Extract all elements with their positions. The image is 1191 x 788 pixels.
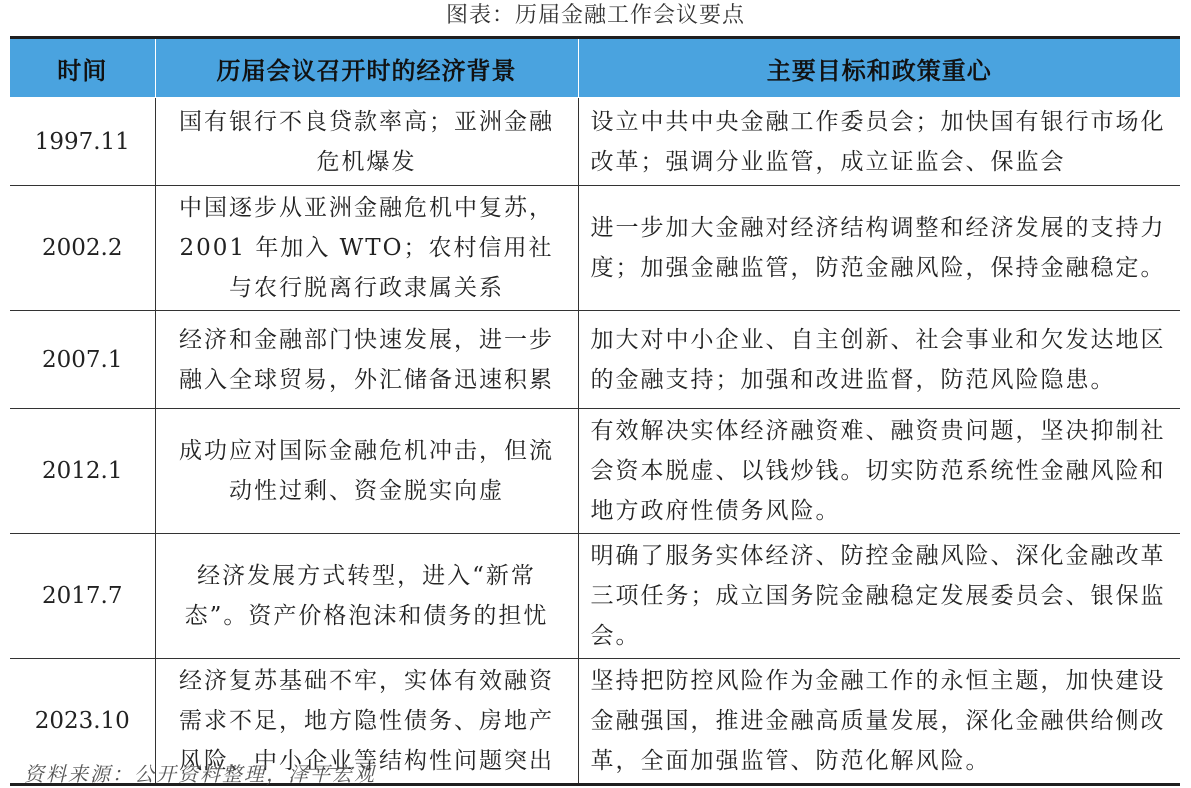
header-background: 历届会议召开时的经济背景 [155,38,578,98]
cell-goals: 坚持把防控风险作为金融工作的永恒主题，加快建设金融强国，推进金融高质量发展，深化金融供给侧改革，全面加强监管、防范化解风险。 [578,659,1180,785]
cell-goals: 加大对中小企业、自主创新、社会事业和欠发达地区的金融支持；加强和改进监督，防范风险隐患。 [578,311,1180,409]
cell-time: 2017.7 [10,534,155,659]
table-row [10,98,1180,186]
cell-time: 2002.2 [10,186,155,311]
cell-goals: 进一步加大金融对经济结构调整和经济发展的支持力度；加强金融监管，防范金融风险，保持金融稳定。 [578,186,1180,311]
table-row [10,186,1180,311]
table-row [10,311,1180,409]
cell-time: 2023.10 [10,659,155,785]
cell-background: 国有银行不良贷款率高；亚洲金融危机爆发 [155,98,578,186]
cell-goals: 明确了服务实体经济、防控金融风险、深化金融改革三项任务；成立国务院金融稳定发展委员会、银保监会。 [578,534,1180,659]
cell-time: 2012.1 [10,409,155,534]
cell-time: 1997.11 [10,98,155,186]
cell-background: 中国逐步从亚洲金融危机中复苏，2001 年加入 WTO；农村信用社与农行脱离行政隶属关系 [155,186,578,311]
cell-time: 2007.1 [10,311,155,409]
table-row [10,534,1180,659]
meetings-table [10,36,1180,786]
cell-goals: 设立中共中央金融工作委员会；加快国有银行市场化改革；强调分业监管，成立证监会、保监会 [578,98,1180,186]
cell-background: 经济和金融部门快速发展，进一步融入全球贸易，外汇储备迅速积累 [155,311,578,409]
source-note: 资料来源：公开资料整理，泽平宏观 [24,762,376,786]
header-time: 时间 [10,38,155,98]
header-goals: 主要目标和政策重心 [578,38,1180,98]
cell-background: 经济复苏基础不牢，实体有效融资需求不足，地方隐性债务、房地产风险、中小企业等结构性问题突出 [155,659,578,785]
table-row [10,409,1180,534]
cell-goals: 有效解决实体经济融资难、融资贵问题，坚决抑制社会资本脱虚、以钱炒钱。切实防范系统性金融风险和地方政府性债务风险。 [578,409,1180,534]
table-header-row [10,38,1180,98]
table-caption: 图表：历届金融工作会议要点 [445,3,745,28]
cell-background: 经济发展方式转型，进入“新常态”。资产价格泡沫和债务的担忧 [155,534,578,659]
cell-background: 成功应对国际金融危机冲击，但流动性过剩、资金脱实向虚 [155,409,578,534]
